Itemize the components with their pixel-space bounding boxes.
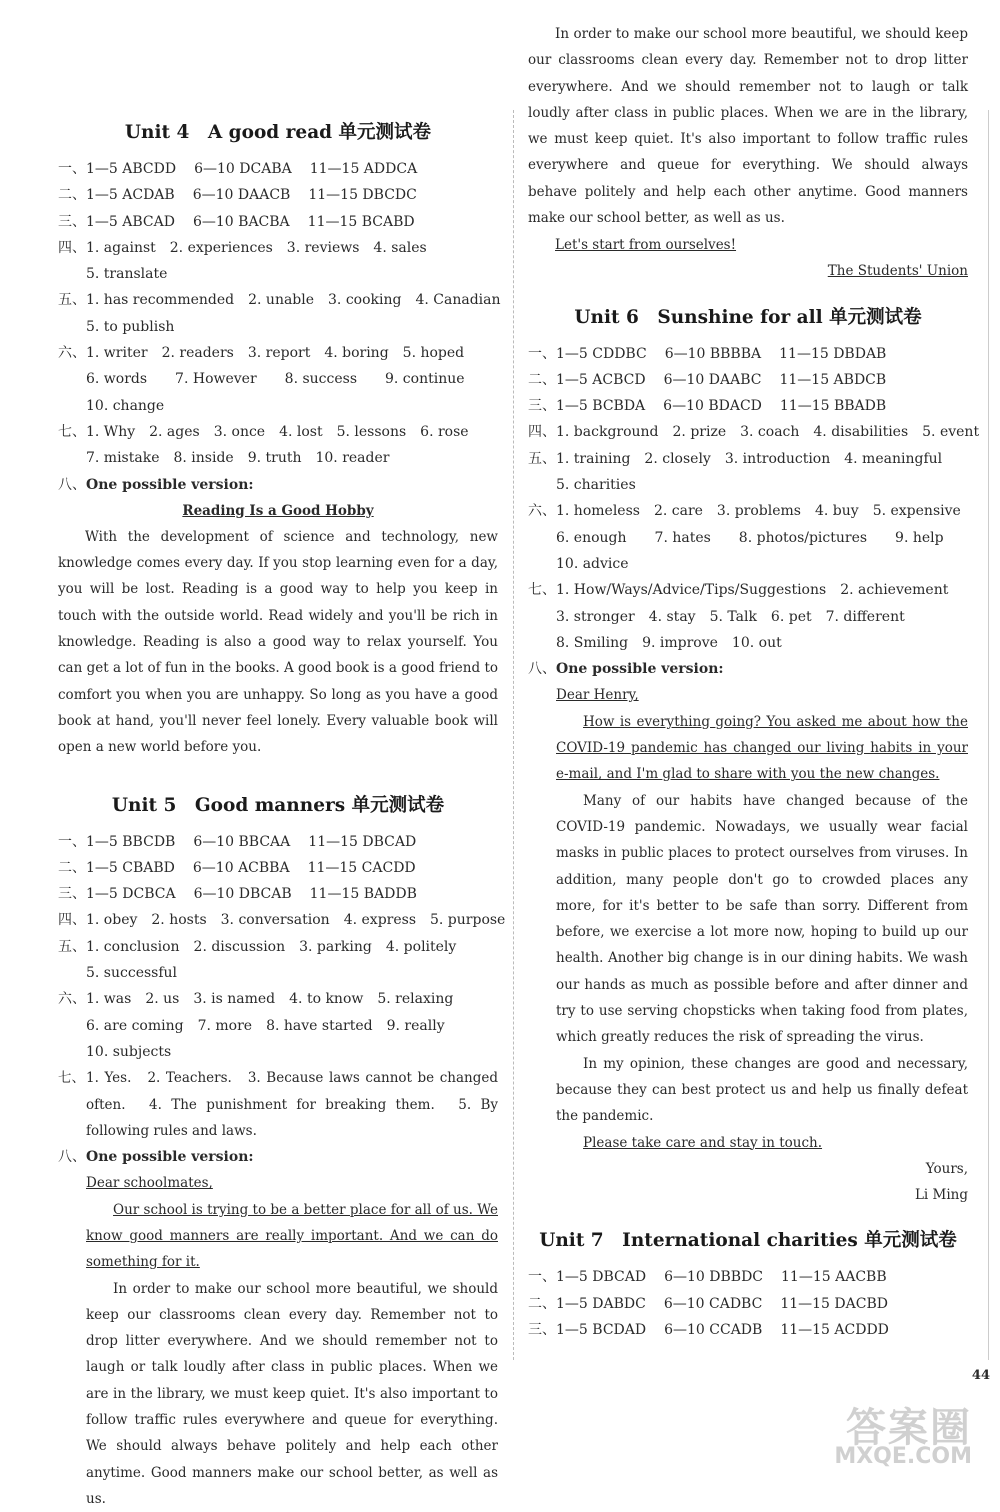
unit5-letter-p2-part2: In order to make our school more beautiful, we should keep our classrooms clean every day. Remember not to drop litter everywhere. And we should remember not to laugh or talk loudly after class in public places. When we are in the library, we must keep quiet. It's also important to follow traffic rules everywhere and queue for everything. We should always behave politely and help each other anytime. Good manners make our school better, as well as us. bbox=[528, 26, 968, 227]
unit6-section-5: 五、1. training 2. closely 3. introduction 4. meaningful bbox=[528, 450, 943, 467]
unit7-section-1: 一、1—5 DBCAD 6—10 DBBDC 11—15 AACBB bbox=[528, 1269, 887, 1286]
unit4-section-5: 五、1. has recommended 2. unable 3. cooking 4. Canadian bbox=[58, 292, 501, 309]
unit7-title: Unit 7 International charities 单元测试卷 bbox=[539, 1230, 957, 1252]
unit4-section-4-cont: 5. translate bbox=[86, 266, 168, 283]
unit6-letter-p3: In my opinion, these changes are good and necessary, because they can best protect us and help us finally defeat the pandemic. bbox=[556, 1055, 968, 1125]
unit6-letter-close: Yours, bbox=[925, 1160, 968, 1177]
unit4-section-5-cont: 5. to publish bbox=[86, 318, 175, 335]
watermark-logo: 答案圈 bbox=[846, 1405, 972, 1451]
unit6-letter bbox=[528, 682, 968, 1208]
column-divider bbox=[513, 110, 514, 1360]
unit6-section-6-cont2: 10. advice bbox=[556, 555, 629, 572]
unit6-section-2: 二、1—5 ACBCD 6—10 DAABC 11—15 ABDCB bbox=[528, 371, 887, 388]
unit6-section-7-cont2: 8. Smiling 9. improve 10. out bbox=[556, 634, 782, 651]
unit6-section-8: 八、One possible version: bbox=[528, 661, 724, 678]
watermark-url: MXQE.COM bbox=[834, 1444, 972, 1469]
unit6-section-7: 七、1. How/Ways/Advice/Tips/Suggestions 2. achievement bbox=[528, 582, 949, 599]
page-number: 44 bbox=[971, 1368, 990, 1383]
unit6-section-6-cont: 6. enough 7. hates 8. photos/pictures 9. help bbox=[556, 529, 944, 546]
unit5-letter-p2-part2-window bbox=[528, 26, 968, 232]
unit5-section-6-cont: 6. are coming 7. more 8. have started 9. really bbox=[86, 1017, 445, 1034]
unit5-letter-closing: Let's start from ourselves! bbox=[555, 237, 737, 253]
unit5-letter-p2-part1: In order to make our school more beautiful, we should keep our classrooms clean every day. Remember not to drop litter everywhere. And we should remember not to laugh or talk loudly after class in public places. When we are in the library, we must keep quiet. It's also important to follow traffic rules everywhere and queue for everything. We should always behave politely and help each other anytime. Good manners make our school better, as well as us. bbox=[86, 1280, 498, 1507]
unit4-section-3: 三、1—5 ABCAD 6—10 BACBA 11—15 BCABD bbox=[58, 213, 415, 230]
unit6-section-5-cont: 5. charities bbox=[556, 477, 636, 494]
unit4-essay-title: Reading Is a Good Hobby bbox=[182, 502, 374, 519]
unit5-section-1: 一、1—5 BBCDB 6—10 BBCAA 11—15 DBCAD bbox=[58, 833, 417, 850]
unit5-signature: The Students' Union bbox=[827, 263, 968, 280]
unit5-section-2: 二、1—5 CBABD 6—10 ACBBA 11—15 CACDD bbox=[58, 859, 416, 876]
left-column bbox=[58, 100, 506, 1507]
unit4-essay-body: With the development of science and technology, new knowledge comes every day. If you stop learning even for a day, you will be lost. Reading is a good way to help you keep in touch with the outside world. Read widely and you'll be rich in knowledge. Reading is also a good way to relax yourself. You can get a lot of fun in the books. A good book is a good friend to comfort you when you are unhappy. So long as you have a good book at hand, you'll never feel lonely. Every valuable book will open a new world before you. bbox=[58, 528, 498, 756]
unit4-section-7: 七、1. Why 2. ages 3. once 4. lost 5. lessons 6. rose bbox=[58, 423, 469, 440]
unit4-title: Unit 4 A good read 单元测试卷 bbox=[124, 122, 432, 143]
unit5-section-6-cont2: 10. subjects bbox=[86, 1043, 172, 1060]
unit5-section-3: 三、1—5 DCBCA 6—10 DBCAB 11—15 BADDB bbox=[58, 886, 417, 903]
unit6-section-3: 三、1—5 BCBDA 6—10 BDACD 11—15 BBADB bbox=[528, 398, 887, 415]
unit5-title: Unit 5 Good manners 单元测试卷 bbox=[111, 794, 445, 816]
unit6-letter-p1: How is everything going? You asked me about how the COVID-19 pandemic has changed our living habits in your e-mail, and I'm glad to share with you the new changes. bbox=[556, 713, 968, 783]
unit5-section-8: 八、One possible version: bbox=[58, 1149, 254, 1166]
unit5-salutation: Dear schoolmates, bbox=[86, 1175, 213, 1192]
unit6-title: Unit 6 Sunshine for all 单元测试卷 bbox=[574, 306, 922, 328]
unit4-section-6: 六、1. writer 2. readers 3. report 4. boring 5. hoped bbox=[58, 345, 465, 362]
unit7-section-3: 三、1—5 BCDAD 6—10 CCADB 11—15 ACDDD bbox=[528, 1321, 889, 1338]
unit5-section-5-cont: 5. successful bbox=[86, 965, 178, 982]
unit6-letter-p2: Many of our habits have changed because of the COVID-19 pandemic. Nowadays, we usually wear facial masks in public places to protect ourselves from viruses. In addition, many people don't go to crowded places any more, for it's better to be safe than sorry. Different from before, we exercise a lot more now, hoping to build up our health. Another big change is in our dining habits. We wash our hands as much as possible before and after dinner and try to use serving chopsticks when taking food from plates, which greatly reduces the risk of spreading the virus. bbox=[556, 792, 968, 1046]
unit5-section-4: 四、1. obey 2. hosts 3. conversation 4. express 5. purpose bbox=[58, 912, 506, 929]
unit4-section-4: 四、1. against 2. experiences 3. reviews 4. sales bbox=[58, 239, 427, 256]
unit4-section-6-cont: 6. words 7. However 8. success 9. continue bbox=[86, 371, 465, 388]
unit4-section-7-cont: 7. mistake 8. inside 9. truth 10. reader bbox=[86, 450, 390, 467]
unit7-section-2: 二、1—5 DABDC 6—10 CADBC 11—15 DACBD bbox=[528, 1295, 888, 1312]
right-column bbox=[528, 26, 980, 1343]
unit6-section-7-cont: 3. stronger 4. stay 5. Talk 6. pet 7. different bbox=[556, 608, 905, 625]
unit6-salutation: Dear Henry, bbox=[556, 687, 639, 704]
page-edge-line bbox=[988, 110, 989, 1360]
unit5-section-5: 五、1. conclusion 2. discussion 3. parking 4. politely bbox=[58, 938, 457, 955]
unit4-section-2: 二、1—5 ACDAB 6—10 DAACB 11—15 DBCDC bbox=[58, 187, 417, 204]
unit6-section-6: 六、1. homeless 2. care 3. problems 4. buy 5. expensive bbox=[528, 503, 961, 520]
unit5-section-7: 七、 1. Yes. 2. Teachers. 3. Because laws cannot be changed often. 4. The punishment for breaking them. 5. By following rules and laws. bbox=[58, 1070, 498, 1139]
unit5-section-6: 六、1. was 2. us 3. is named 4. to know 5. relaxing bbox=[58, 991, 454, 1008]
unit4-section-8: 八、One possible version: bbox=[58, 476, 254, 493]
unit4-section-6-cont2: 10. change bbox=[86, 397, 165, 414]
unit6-letter-name: Li Ming bbox=[914, 1187, 968, 1204]
unit6-section-4: 四、1. background 2. prize 3. coach 4. disabilities 5. event bbox=[528, 424, 980, 441]
unit4-section-1: 一、1—5 ABCDD 6—10 DCABA 11—15 ADDCA bbox=[58, 161, 418, 177]
unit5-letter-p1: Our school is trying to be a better place for all of us. We know good manners are really important. And we can do something for it. bbox=[86, 1201, 498, 1271]
unit6-letter-p4: Please take care and stay in touch. bbox=[583, 1134, 823, 1151]
unit6-section-1: 一、1—5 CDDBC 6—10 BBBBA 11—15 DBDAB bbox=[528, 345, 887, 362]
